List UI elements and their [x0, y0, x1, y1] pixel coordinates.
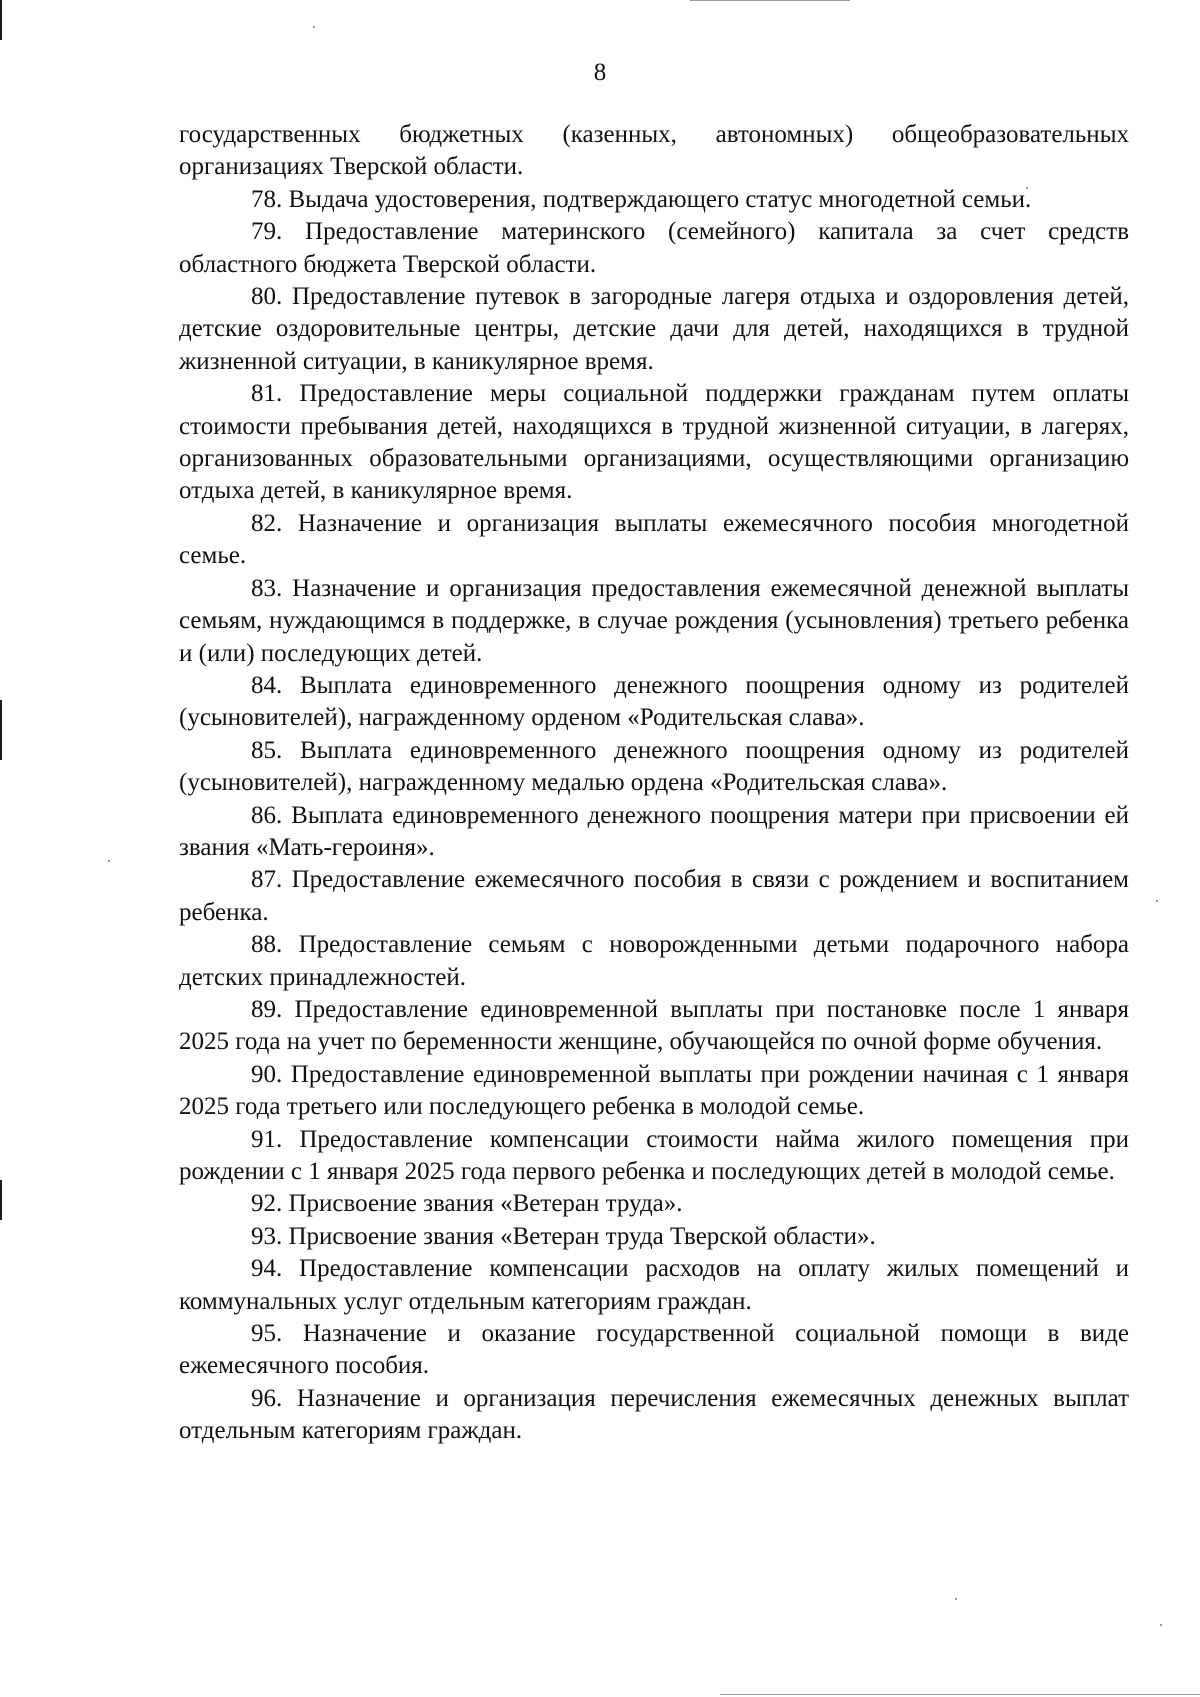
list-item: 92. Присвоение звания «Ветеран труда». — [251, 1190, 683, 1218]
scan-speck — [955, 1598, 957, 1600]
paragraph: государственных бюджетных (казенных, автономных) общеобразовательных организациях Тверской области. — [179, 121, 1129, 181]
list-item: 85. Выплата единовременного денежного поощрения одному из родителей (усыновителей), награжденному медалью ордена «Родительская слава». — [179, 736, 1129, 797]
list-item: 94. Предоставление компенсации расходов на оплату жилых помещений и коммунальных услуг отдельным категориям граждан. — [179, 1255, 1129, 1315]
scan-speck — [313, 26, 315, 28]
scan-speck — [108, 860, 110, 862]
scan-speck — [1160, 1624, 1162, 1626]
list-item: 86. Выплата единовременного денежного поощрения матери при присвоении ей звания «Мать-героиня». — [179, 801, 1129, 861]
scan-edge-mark — [0, 700, 2, 760]
list-item: 95. Назначение и оказание государственной социальной помощи в виде ежемесячного пособия. — [179, 1320, 1129, 1380]
list-item: 96. Назначение и организация перечисления ежемесячных денежных выплат отдельным категориям граждан. — [179, 1384, 1129, 1445]
scan-edge-mark — [0, 0, 2, 40]
list-item: 84. Выплата единовременного денежного поощрения одному из родителей (усыновителей), награжденному орденом «Родительская слава». — [179, 671, 1129, 732]
list-item: 90. Предоставление единовременной выплаты при рождении начиная с 1 января 2025 года третьего или последующего ребенка в молодой семье. — [179, 1060, 1129, 1121]
scan-speck — [1156, 900, 1158, 902]
page-number: 8 — [593, 59, 607, 86]
list-item: 80. Предоставление путевок в загородные лагеря отдыха и оздоровления детей, детские оздоровительные центры, детские дачи для детей, находящихся в трудной жизненной ситуации, в каникулярное время. — [179, 283, 1129, 375]
scan-edge-mark — [0, 1180, 2, 1220]
list-item: 79. Предоставление материнского (семейного) капитала за счет средств областного бюджета Тверской области. — [179, 218, 1129, 278]
list-item: 83. Назначение и организация предоставления ежемесячной денежной выплаты семьям, нуждающимся в поддержке, в случае рождения (усыновления) третьего ребенка и (или) последующих детей. — [179, 574, 1129, 667]
scan-bottom-rule — [720, 1694, 1200, 1695]
list-item: 87. Предоставление ежемесячного пособия в связи с рождением и воспитанием ребенка. — [179, 866, 1129, 926]
list-item: 91. Предоставление компенсации стоимости найма жилого помещения при рождении с 1 января 2025 года первого ребенка и последующих детей в молодой семье. — [179, 1125, 1129, 1185]
list-item: 78. Выдача удостоверения, подтверждающего статус многодетной семьи. — [251, 185, 1032, 213]
list-item: 82. Назначение и организация выплаты ежемесячного пособия многодетной семье. — [179, 509, 1129, 570]
list-item: 88. Предоставление семьям с новорожденными детьми подарочного набора детских принадлежностей. — [179, 931, 1129, 991]
document-body — [179, 119, 1129, 1448]
list-item: 93. Присвоение звания «Ветеран труда Тверской области». — [251, 1222, 876, 1250]
list-item: 89. Предоставление единовременной выплаты при постановке после 1 января 2025 года на учет по беременности женщине, обучающейся по очной форме обучения. — [179, 995, 1129, 1056]
scan-top-rule — [690, 0, 850, 1]
list-item: 81. Предоставление меры социальной поддержки гражданам путем оплаты стоимости пребывания детей, находящихся в трудной жизненной ситуации, в лагерях, организованных образовательными организациями, осуществляющими организацию отдыха детей, в каникулярное время. — [179, 380, 1129, 505]
